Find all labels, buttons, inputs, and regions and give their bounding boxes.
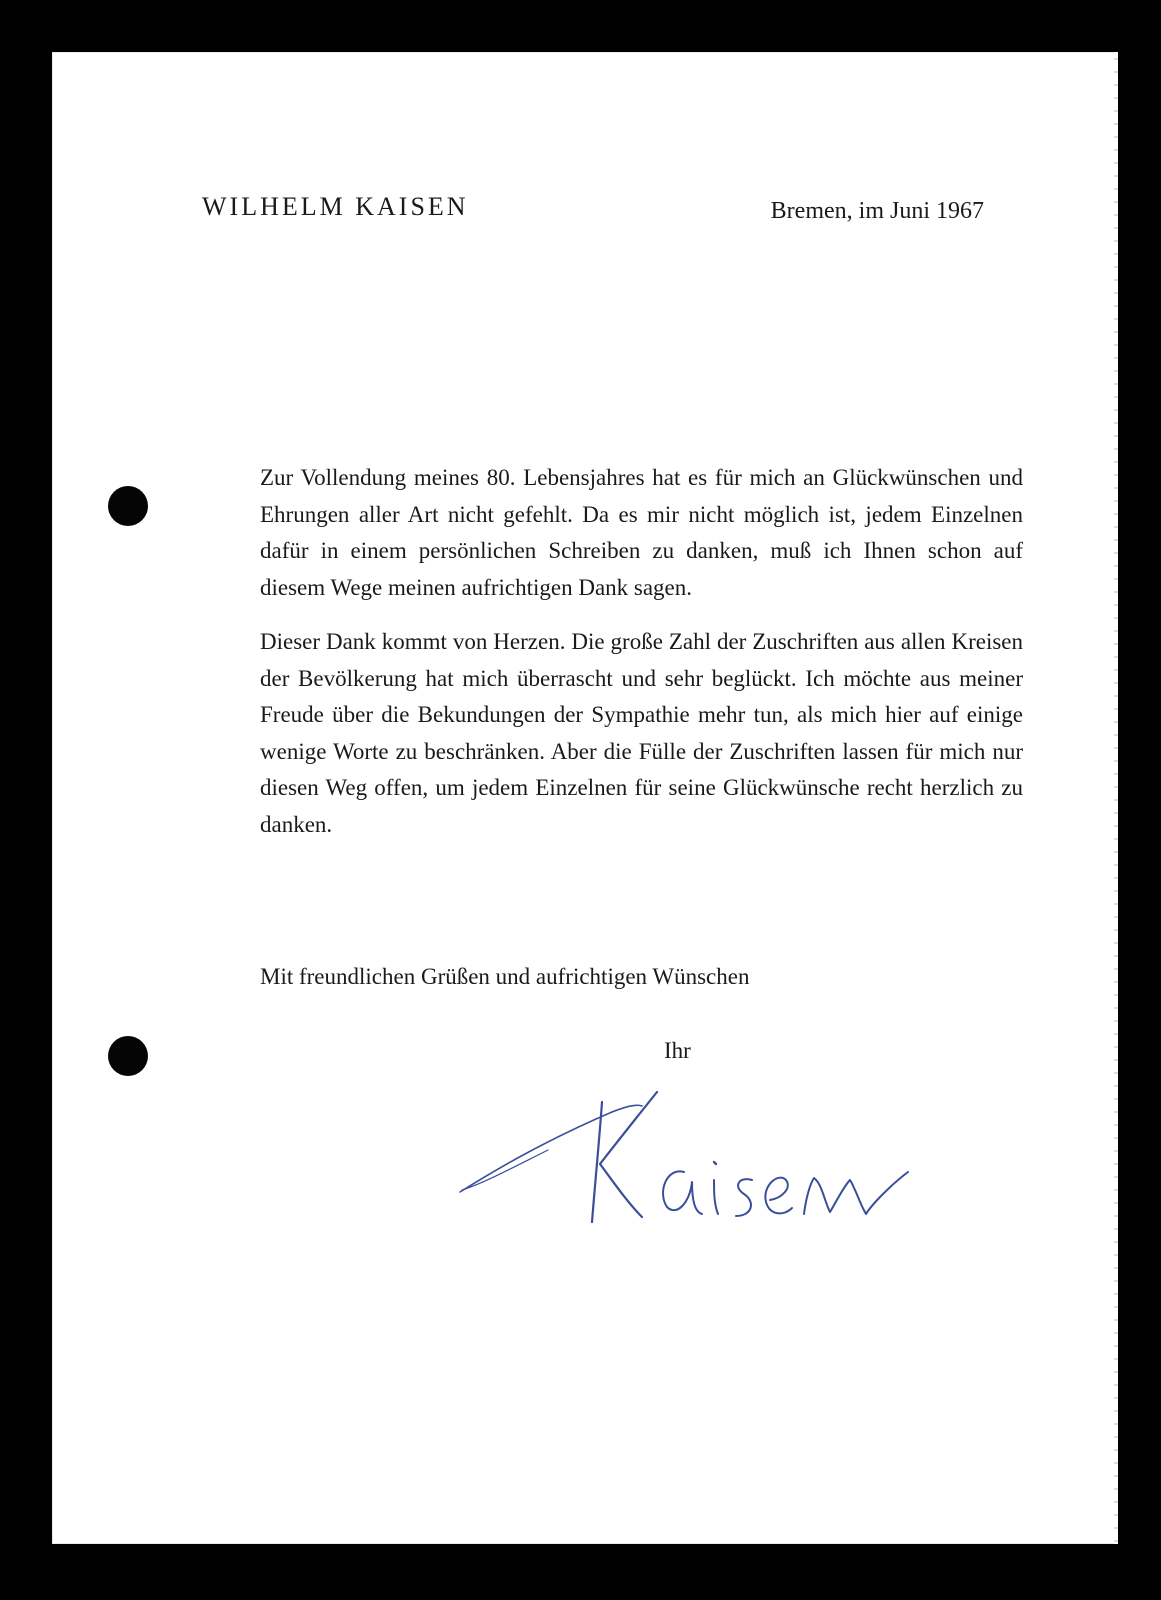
letter-date: Bremen, im Juni 1967: [770, 198, 984, 224]
letter-paper: [52, 52, 1116, 1544]
letter-body: [260, 460, 1023, 861]
punch-hole-top: [108, 486, 148, 526]
handwritten-signature: [452, 1072, 912, 1242]
body-paragraph-1: Zur Vollendung meines 80. Lebensjahres hat es für mich an Glückwünschen und Ehrungen aller Art nicht gefehlt. Da es mir nicht möglich ist, jedem Einzelnen dafür in einem persönlichen Schreiben zu danken, muß ich Ihnen schon auf diesem Wege meinen aufrichtigen Dank sagen.: [260, 465, 1023, 600]
closing-ihr: Ihr: [664, 1038, 691, 1063]
punch-hole-bottom: [108, 1036, 148, 1076]
closing-greeting: Mit freundlichen Grüßen und aufrichtigen Wünschen: [260, 964, 750, 989]
letterhead-name: WILHELM KAISEN: [202, 192, 469, 221]
paper-deckle-edge: [1114, 52, 1118, 1544]
body-paragraph-2: Dieser Dank kommt von Herzen. Die große Zahl der Zuschriften aus allen Kreisen der Bevölkerung hat mich überrascht und sehr beglückt. Ich möchte aus meiner Freude über die Bekundungen der Sympathie mehr tun, als mich hier auf einige wenige Worte zu beschränken. Aber die Fülle der Zuschriften lassen für mich nur diesen Weg offen, um jedem Einzelnen für seine Glückwünsche recht herzlich zu danken.: [260, 629, 1023, 837]
